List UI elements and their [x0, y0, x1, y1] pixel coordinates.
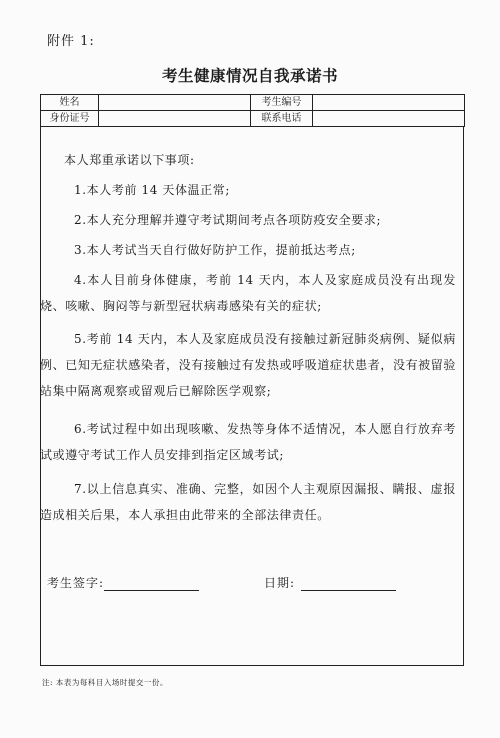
signature-block: [47, 574, 199, 591]
phone-label: 联系电话: [251, 111, 313, 127]
pledge-item-7: 7.以上信息真实、准确、完整，如因个人主观原因漏报、瞒报、虚报造成相关后果，本人承担由此带来的全部法律责任。: [40, 482, 456, 522]
exam-no-label: 考生编号: [251, 95, 313, 111]
info-row-id: [41, 111, 465, 127]
document-title: 考生健康情况自我承诺书: [161, 66, 338, 85]
date-block: [264, 574, 396, 591]
pledge-item-4: 4.本人目前身体健康，考前 14 天内，本人及家庭成员没有出现发烧、咳嗽、胸闷等与新型冠状病毒感染有关的症状;: [40, 273, 456, 313]
signature-line[interactable]: [104, 577, 199, 591]
info-table: [40, 94, 465, 127]
id-field[interactable]: [99, 111, 251, 127]
pledge-item-2: 2.本人充分理解并遵守考试期间考点各项防疫安全要求;: [74, 213, 382, 227]
id-label: 身份证号: [41, 111, 99, 127]
pledge-item-6: 6.考试过程中如出现咳嗽、发热等身体不适情况，本人愿自行放弃考试或遵守考试工作人员安排到指定区域考试;: [40, 422, 456, 462]
footer-note: 注: 本表为每科目入场时提交一份。: [42, 678, 168, 687]
date-line[interactable]: [301, 577, 396, 591]
pledge-item-5: 5.考前 14 天内，本人及家庭成员没有接触过新冠肺炎病例、疑似病例、已知无症状感染者，没有接触过有发热或呼吸道症状患者，没有被留验站集中隔离观察或留观后已解除医学观察;: [40, 332, 456, 398]
phone-field[interactable]: [313, 111, 465, 127]
attachment-label: 附件 1:: [47, 34, 95, 49]
name-label: 姓名: [41, 95, 99, 111]
exam-no-field[interactable]: [313, 95, 465, 111]
date-label: 日期:: [264, 576, 296, 590]
pledge-item-1: 1.本人考前 14 天体温正常;: [74, 183, 230, 197]
info-row-name: [41, 95, 465, 111]
signature-label: 考生签字:: [47, 576, 105, 590]
name-field[interactable]: [99, 95, 251, 111]
pledge-intro: 本人郑重承诺以下事项:: [64, 153, 195, 167]
pledge-item-3: 3.本人考试当天自行做好防护工作，提前抵达考点;: [74, 243, 356, 257]
